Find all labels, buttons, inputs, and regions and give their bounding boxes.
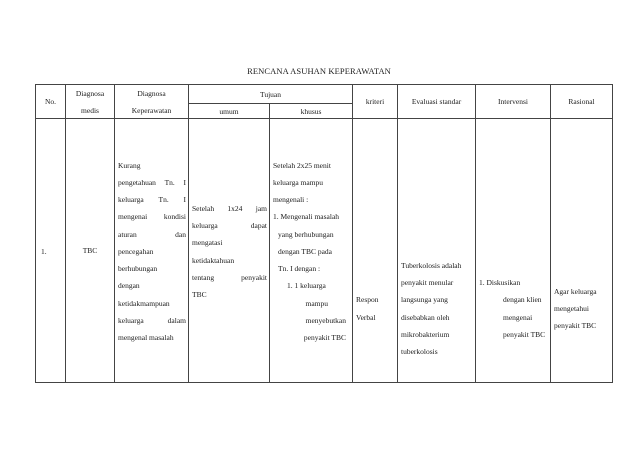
header-kriteri: kriteri	[353, 85, 398, 119]
cell-evaluasi: Tuberkolosis adalah penyakit menular langsunga yang disebabkan oleh mikrobakterium tuberkolosis	[398, 119, 476, 383]
header-evaluasi: Evaluasi standar	[398, 85, 476, 119]
header-umum: umum	[189, 104, 270, 119]
care-plan-table	[35, 84, 613, 383]
header-no: No.	[36, 85, 66, 119]
header-rasional: Rasional	[551, 85, 613, 119]
header-diagnosa-keperawatan: Diagnosa Keperawatan	[115, 85, 189, 119]
cell-intervensi: 1. Diskusikan dengan klien mengenai penyakit TBC	[476, 119, 551, 383]
header-row	[36, 85, 613, 104]
header-intervensi: Intervensi	[476, 85, 551, 119]
cell-kriteri: Respon Verbal	[353, 119, 398, 383]
header-tujuan: Tujuan	[189, 85, 353, 104]
cell-diagnosa-medis: TBC	[66, 119, 115, 383]
header-diagnosa-medis: Diagnosa medis	[66, 85, 115, 119]
cell-rasional: Agar keluarga mengetahui penyakit TBC	[551, 119, 613, 383]
table-row	[36, 119, 613, 383]
cell-tujuan-umum: Setelah 1x24 jam keluarga dapat mengatasi ketidaktahuan tentang penyakit TBC	[189, 119, 270, 383]
cell-no: 1.	[36, 119, 66, 383]
header-khusus: khusus	[270, 104, 353, 119]
cell-diagnosa-keperawatan: Kurang pengetahuan Tn. I keluarga Tn. I mengenai kondisi aturan dan pencegahan berhubungan dengan ketidakmampuan keluarga dalam mengenal masalah	[115, 119, 189, 383]
document-title: RENCANA ASUHAN KEPERAWATAN	[247, 66, 391, 76]
cell-tujuan-khusus: Setelah 2x25 menit keluarga mampu mengenali : 1. Mengenali masalah yang berhubungan dengan TBC pada Tn. I dengan : 1. 1 keluarga mampu menyebutkan penyakit TBC	[270, 119, 353, 383]
